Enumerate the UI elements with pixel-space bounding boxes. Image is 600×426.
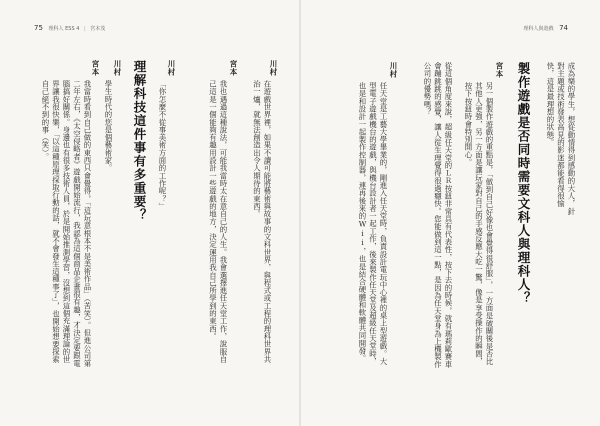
speaker-label: 川村 [389, 62, 398, 78]
speaker-label: 川村 [113, 60, 122, 76]
paragraph: 我也遇過這種說法，可能我當時太在意自己的人生。我會選擇進任天堂工作，說服自己這是一個能夠有趣用設計一些遊戲的地方，決定運用我自己所學到的東西。 [208, 80, 228, 364]
speaker-label: 川村 [269, 60, 278, 76]
speaker-label: 宮本 [495, 62, 504, 78]
paragraph: 成為樂的學生，想從動情得到感動的大人，針對主題或技術發表高見的影迷都能看得很愉快，這是最理想的狀態。 [546, 62, 576, 215]
left-page-header [30, 24, 105, 32]
paragraph: 我當時看到自己做的東西只會覺得，「這玩意根本不是美術作品」（苦笑）。但進公司第二年左右，《太空侵略者》遊戲開始流行，我認為這個商品企畫很有趣，才決定要跟電腦搞好關係。身邊也有很多技術人員，於是開始推測學習，沒想到這個充滿理論的世界讓我很快樂，「以這種原理採取行動的話，就不會發生這種事了」，也開始想要探索自己絕不到的事（笑）。 [41, 80, 92, 368]
speaker-label: 宮本 [229, 60, 238, 76]
paragraph: 任天堂是工藝大學畢業的，剛進入任天堂時，負責設計電玩中心裡的桌上型遊戲。大型電子遊戲機台的遊戲，與機台設計者一起工作，後來製作任天堂及超級任天堂時，也是和設計一起製作控制器，連再後來的Wii，也是結合硬體和軟體共同開發。 [358, 82, 388, 366]
right-page-header [523, 24, 572, 32]
section-heading: 理解科技這件事有多重要？ [132, 60, 147, 222]
left-page-number: 75 [34, 24, 43, 32]
left-section-name: 宮本茂 [90, 26, 106, 32]
paragraph: 學生時代的您是個藝術家。 [104, 80, 113, 172]
speaker-label: 川村 [167, 60, 176, 76]
paragraph: 從這個角度來說，超級任天堂的ＬＲ按鈕非常具有代表性，按下去的時候，就有瑪莉歐賽車會蹦跳跳的感覺，讓人從生理覺得很過癮快。您能做到這一點，是因為任天堂身為上機製作公司的優勢嗎？ [423, 62, 453, 368]
right-running-title: 理科人與遊戲 [523, 26, 554, 32]
section-heading: 製作遊戲是否同時需要文科人與理科人？ [516, 62, 531, 305]
paragraph: 「你怎麼不從事美術方面的工作呢？」 [158, 80, 167, 211]
speaker-label: 宮本 [91, 60, 100, 76]
right-page [300, 0, 600, 426]
paragraph: 另一個製作遊戲的重點是，「做到自己好像也會覺得很舒服」，一方面是破關後是否比其他人更強，另一方面是讓玩家對自己的手感反應大吃一驚，像是享受操作的瞬間，按下按鈕時會特別開心。 [464, 82, 494, 366]
header-divider: | [83, 26, 86, 32]
right-page-number: 74 [559, 24, 568, 32]
paragraph: 在遊戲世界裡，如果不讀可能將藝術與故事的文科世界，與程式或工程的理科世界共治一爐，就無法創造出令人期待的東西。 [252, 80, 272, 364]
left-running-title: 理科人 ESS 4 [48, 26, 80, 32]
